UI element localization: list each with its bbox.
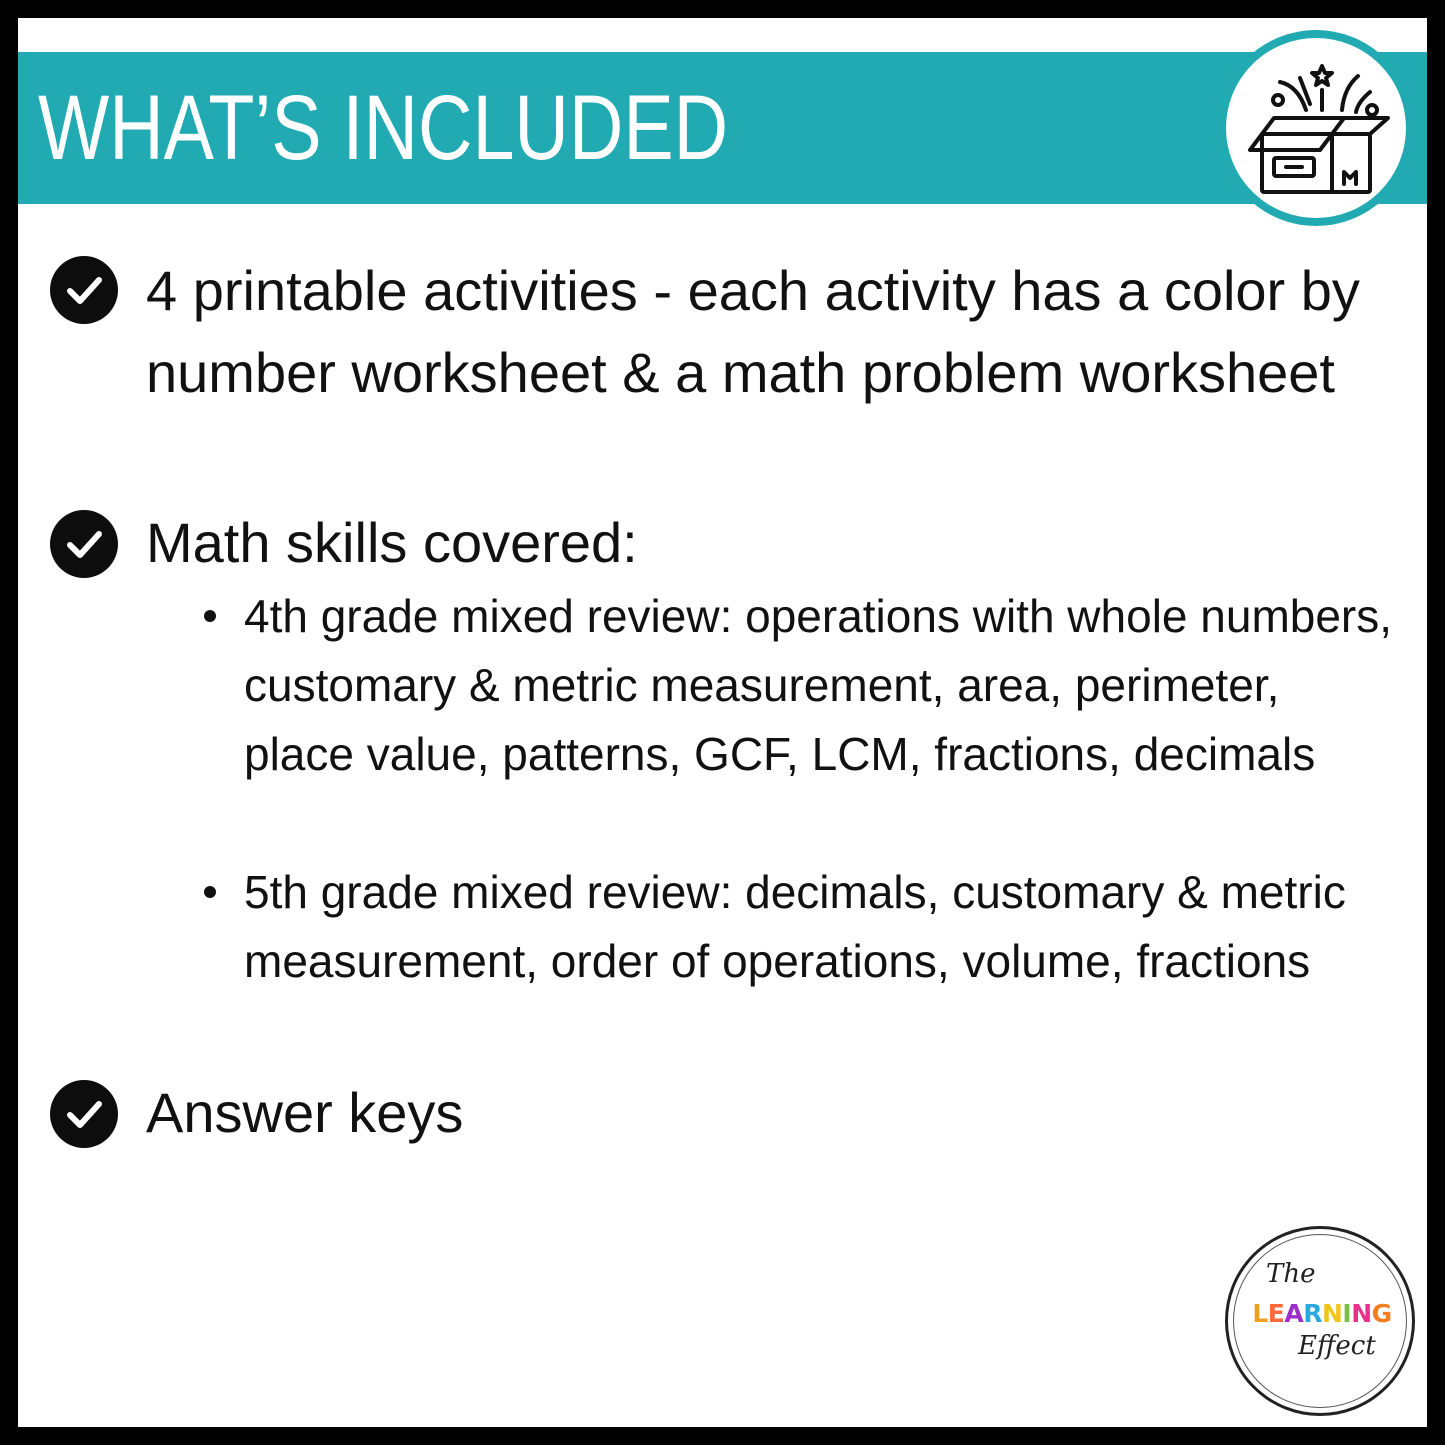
list-item-printable-activities: 4 printable activities - each activity has a color by number worksheet & a math problem worksheet — [146, 259, 1360, 404]
checkmark-icon — [50, 1080, 118, 1148]
logo-letter: N — [1351, 1299, 1372, 1328]
logo-the-text: The — [1266, 1259, 1316, 1289]
brand-logo — [1225, 1226, 1415, 1416]
page-title: WHAT’S INCLUDED — [38, 77, 729, 179]
list-item-math-skills: Math skills covered: — [146, 511, 638, 574]
logo-letter: E — [1267, 1299, 1285, 1328]
logo-letter: L — [1252, 1299, 1268, 1328]
logo-letter: N — [1321, 1299, 1343, 1328]
logo-letter: I — [1342, 1299, 1352, 1328]
logo-learning-text — [1236, 1299, 1408, 1328]
checkmark-icon — [50, 510, 118, 578]
checkmark-icon — [50, 256, 118, 324]
logo-effect-text: Effect — [1298, 1331, 1376, 1361]
sub-item-5th-grade: 5th grade mixed review: decimals, customary & metric measurement, order of operations, volume, fractions — [244, 866, 1346, 987]
sub-item-4th-grade: 4th grade mixed review: operations with whole numbers, customary & metric measurement, area, perimeter, place value, patterns, GCF, LCM, fractions, decimals — [244, 590, 1393, 780]
bullet-icon — [204, 610, 216, 622]
list-item-answer-keys: Answer keys — [146, 1081, 464, 1144]
logo-letter: A — [1284, 1299, 1304, 1328]
logo-letter: R — [1303, 1299, 1322, 1328]
logo-letter: G — [1371, 1299, 1392, 1328]
bullet-icon — [204, 886, 216, 898]
